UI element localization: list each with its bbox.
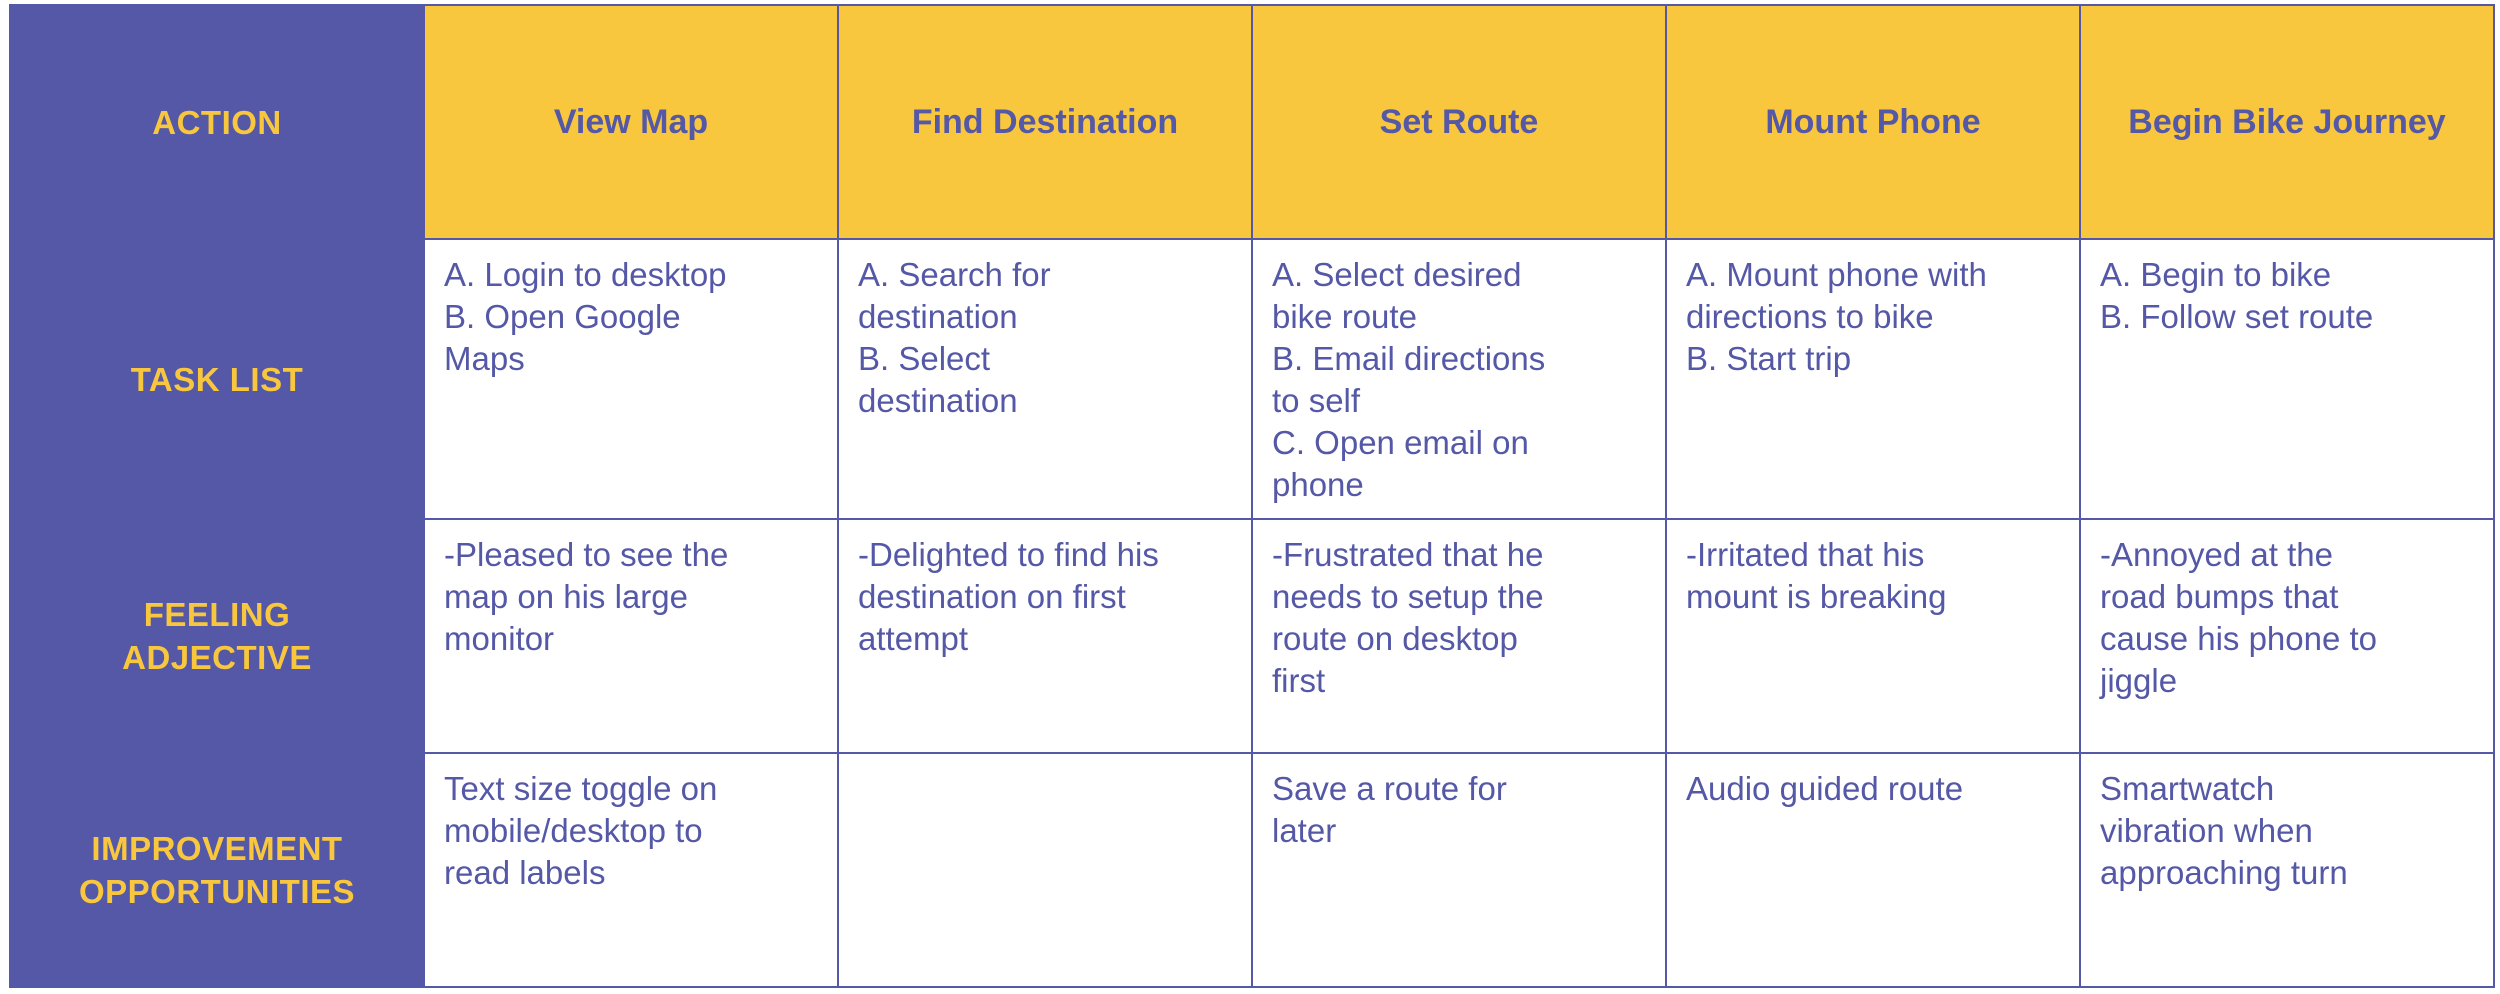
improvement-cell-find-destination: [838, 753, 1252, 987]
step-header-begin-bike-journey: Begin Bike Journey: [2080, 5, 2494, 239]
improvement-cell-set-route: Save a route for later: [1252, 753, 1666, 987]
step-header-view-map: View Map: [424, 5, 838, 239]
step-header-find-destination: Find Destination: [838, 5, 1252, 239]
improvement-opportunities-row: [10, 753, 2494, 987]
feeling-cell-view-map: -Pleased to see the map on his large monitor: [424, 519, 838, 753]
task-list-cell-view-map: A. Login to desktop B. Open Google Maps: [424, 239, 838, 519]
task-list-cell-set-route: A. Select desired bike route B. Email directions to self C. Open email on phone: [1252, 239, 1666, 519]
action-row: [10, 5, 2494, 239]
row-header-action: ACTION: [10, 5, 424, 239]
row-header-improvement-opportunities: IMPROVEMENT OPPORTUNITIES: [10, 753, 424, 987]
task-list-row: [10, 239, 2494, 519]
journey-map-table: [9, 4, 2495, 988]
task-list-cell-mount-phone: A. Mount phone with directions to bike B. Start trip: [1666, 239, 2080, 519]
row-header-task-list: TASK LIST: [10, 239, 424, 519]
improvement-cell-view-map: Text size toggle on mobile/desktop to read labels: [424, 753, 838, 987]
task-list-cell-find-destination: A. Search for destination B. Select destination: [838, 239, 1252, 519]
feeling-cell-mount-phone: -Irritated that his mount is breaking: [1666, 519, 2080, 753]
feeling-cell-set-route: -Frustrated that he needs to setup the route on desktop first: [1252, 519, 1666, 753]
task-list-cell-begin-bike-journey: A. Begin to bike B. Follow set route: [2080, 239, 2494, 519]
row-header-feeling-adjective: FEELING ADJECTIVE: [10, 519, 424, 753]
feeling-cell-find-destination: -Delighted to find his destination on first attempt: [838, 519, 1252, 753]
improvement-cell-begin-bike-journey: Smartwatch vibration when approaching turn: [2080, 753, 2494, 987]
feeling-cell-begin-bike-journey: -Annoyed at the road bumps that cause his phone to jiggle: [2080, 519, 2494, 753]
step-header-set-route: Set Route: [1252, 5, 1666, 239]
step-header-mount-phone: Mount Phone: [1666, 5, 2080, 239]
improvement-cell-mount-phone: Audio guided route: [1666, 753, 2080, 987]
feeling-adjective-row: [10, 519, 2494, 753]
